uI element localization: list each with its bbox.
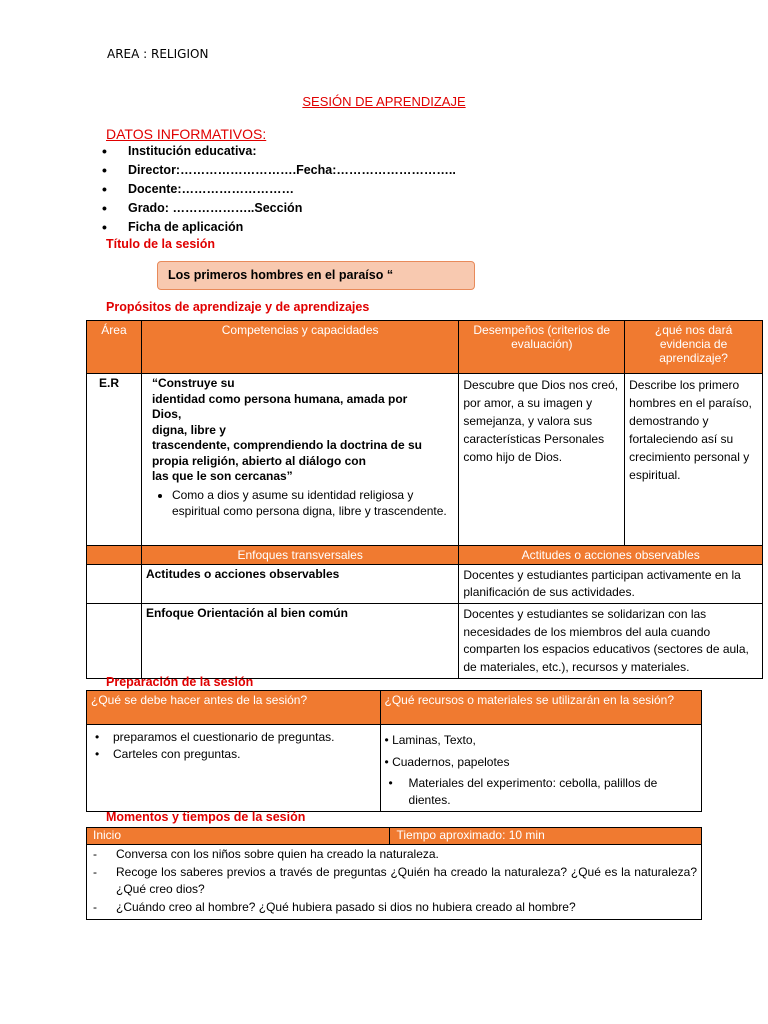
table-row: [87, 374, 763, 546]
datos-item-docente: • Docente:………………………: [100, 180, 456, 199]
header-desempenos: Desempeños (criterios de evaluación): [459, 321, 625, 374]
table-row: [87, 604, 763, 679]
competencia-line: “Construye su: [151, 376, 235, 390]
actitud-cell: Docentes y estudiantes participan activamente en la planificación de sus actividades.: [459, 565, 763, 604]
datos-heading: DATOS INFORMATIVOS:: [106, 126, 267, 142]
enfoques-header-row: [87, 546, 763, 565]
preparacion-header-row: [87, 691, 702, 725]
datos-item-director: • Director:……………………….Fecha:………………………..: [100, 161, 456, 180]
header-evidencia: ¿qué nos dará evidencia de aprendizaje?: [625, 321, 763, 374]
momentos-header-row: [87, 828, 702, 845]
preparacion-heading: Preparación de la sesión: [106, 675, 254, 689]
area-cell: E.R: [87, 374, 142, 546]
recursos-header: ¿Qué recursos o materiales se utilizarán en la sesión?: [380, 691, 701, 725]
inicio-header: Inicio: [87, 828, 390, 845]
area-line: AREA : RELIGION: [107, 47, 209, 61]
momentos-heading: Momentos y tiempos de la sesión: [106, 810, 306, 824]
enfoque-cell: Actitudes o acciones observables: [141, 565, 458, 604]
desempeno-cell: Descubre que Dios nos creó, por amor, a su imagen y semejanza, y valora sus características Personales como hijo de Dios.: [459, 374, 625, 546]
table-header-row: [87, 321, 763, 374]
actitud-cell: Docentes y estudiantes se solidarizan con las necesidades de los miembros del aula cuando comparten los espacios educativos (sectores de aula, de materiales, etc.), recursos y materiales.: [459, 604, 763, 679]
competencia-cell: [141, 374, 458, 546]
session-title-box: Los primeros hombres en el paraíso “: [157, 261, 475, 290]
datos-item-institucion: • Institución educativa:: [100, 142, 456, 161]
list-item: - Conversa con los niños sobre quien ha creado la naturaleza.: [91, 846, 697, 863]
datos-list: [100, 142, 456, 237]
competencia-line: las que le son cercanas”: [151, 469, 293, 483]
list-item: • preparamos el cuestionario de preguntas.: [91, 729, 376, 746]
list-item: • Materiales del experimento: cebolla, palillos de dientes.: [385, 775, 697, 809]
list-item: - Recoge los saberes previos a través de preguntas ¿Quién ha creado la naturaleza? ¿Qué es la naturaleza? ¿Qué creo dios?: [91, 864, 697, 898]
document-title: [0, 94, 768, 109]
inicio-cell: [87, 845, 702, 920]
session-title-label: Título de la sesión: [106, 237, 216, 251]
datos-item-ficha: • Ficha de aplicación: [100, 218, 456, 237]
enfoques-header: Enfoques transversales: [141, 546, 458, 565]
table-row: [87, 725, 702, 812]
competencia-line: identidad como persona humana, amada por: [151, 391, 408, 406]
competencia-line: digna, libre y: [151, 422, 226, 437]
list-item: • Laminas, Texto,: [384, 733, 476, 747]
list-item: - ¿Cuándo creo al hombre? ¿Qué hubiera pasado si dios no hubiera creado al hombre?: [91, 899, 697, 916]
header-competencias: Competencias y capacidades: [141, 321, 458, 374]
competencia-line: Dios,: [151, 407, 182, 421]
datos-item-grado: • Grado: ………………..Sección: [100, 199, 456, 218]
capacidad-item: • Como a dios y asume su identidad religiosa y espiritual como persona digna, libre y trascendente.: [172, 487, 454, 519]
preparacion-table: [86, 690, 702, 812]
header-area: Área: [87, 321, 142, 374]
table-row: [87, 845, 702, 920]
tiempo-header: Tiempo aproximado: 10 min: [390, 828, 702, 845]
propositos-label: Propósitos de aprendizaje y de aprendizajes: [106, 300, 370, 314]
momentos-table: [86, 827, 702, 920]
list-item: • Cuadernos, papelotes: [384, 755, 510, 769]
antes-header: ¿Qué se debe hacer antes de la sesión?: [87, 691, 381, 725]
competencia-line: trascendente, comprendiendo la doctrina de su: [151, 438, 422, 452]
table-row: [87, 565, 763, 604]
competencia-line: propia religión, abierto al diálogo con: [151, 453, 366, 468]
actitudes-header: Actitudes o acciones observables: [459, 546, 763, 565]
document-title-text: SESIÓN DE APRENDIZAJE: [302, 94, 466, 109]
evidencia-cell: Describe los primero hombres en el paraíso, demostrando y fortaleciendo así su crecimiento personal y espiritual.: [625, 374, 763, 546]
enfoque-cell: Enfoque Orientación al bien común: [141, 604, 458, 679]
list-item: • Carteles con preguntas.: [91, 746, 376, 763]
purposes-table: [86, 320, 763, 679]
recursos-cell: [380, 725, 701, 812]
antes-cell: [87, 725, 381, 812]
